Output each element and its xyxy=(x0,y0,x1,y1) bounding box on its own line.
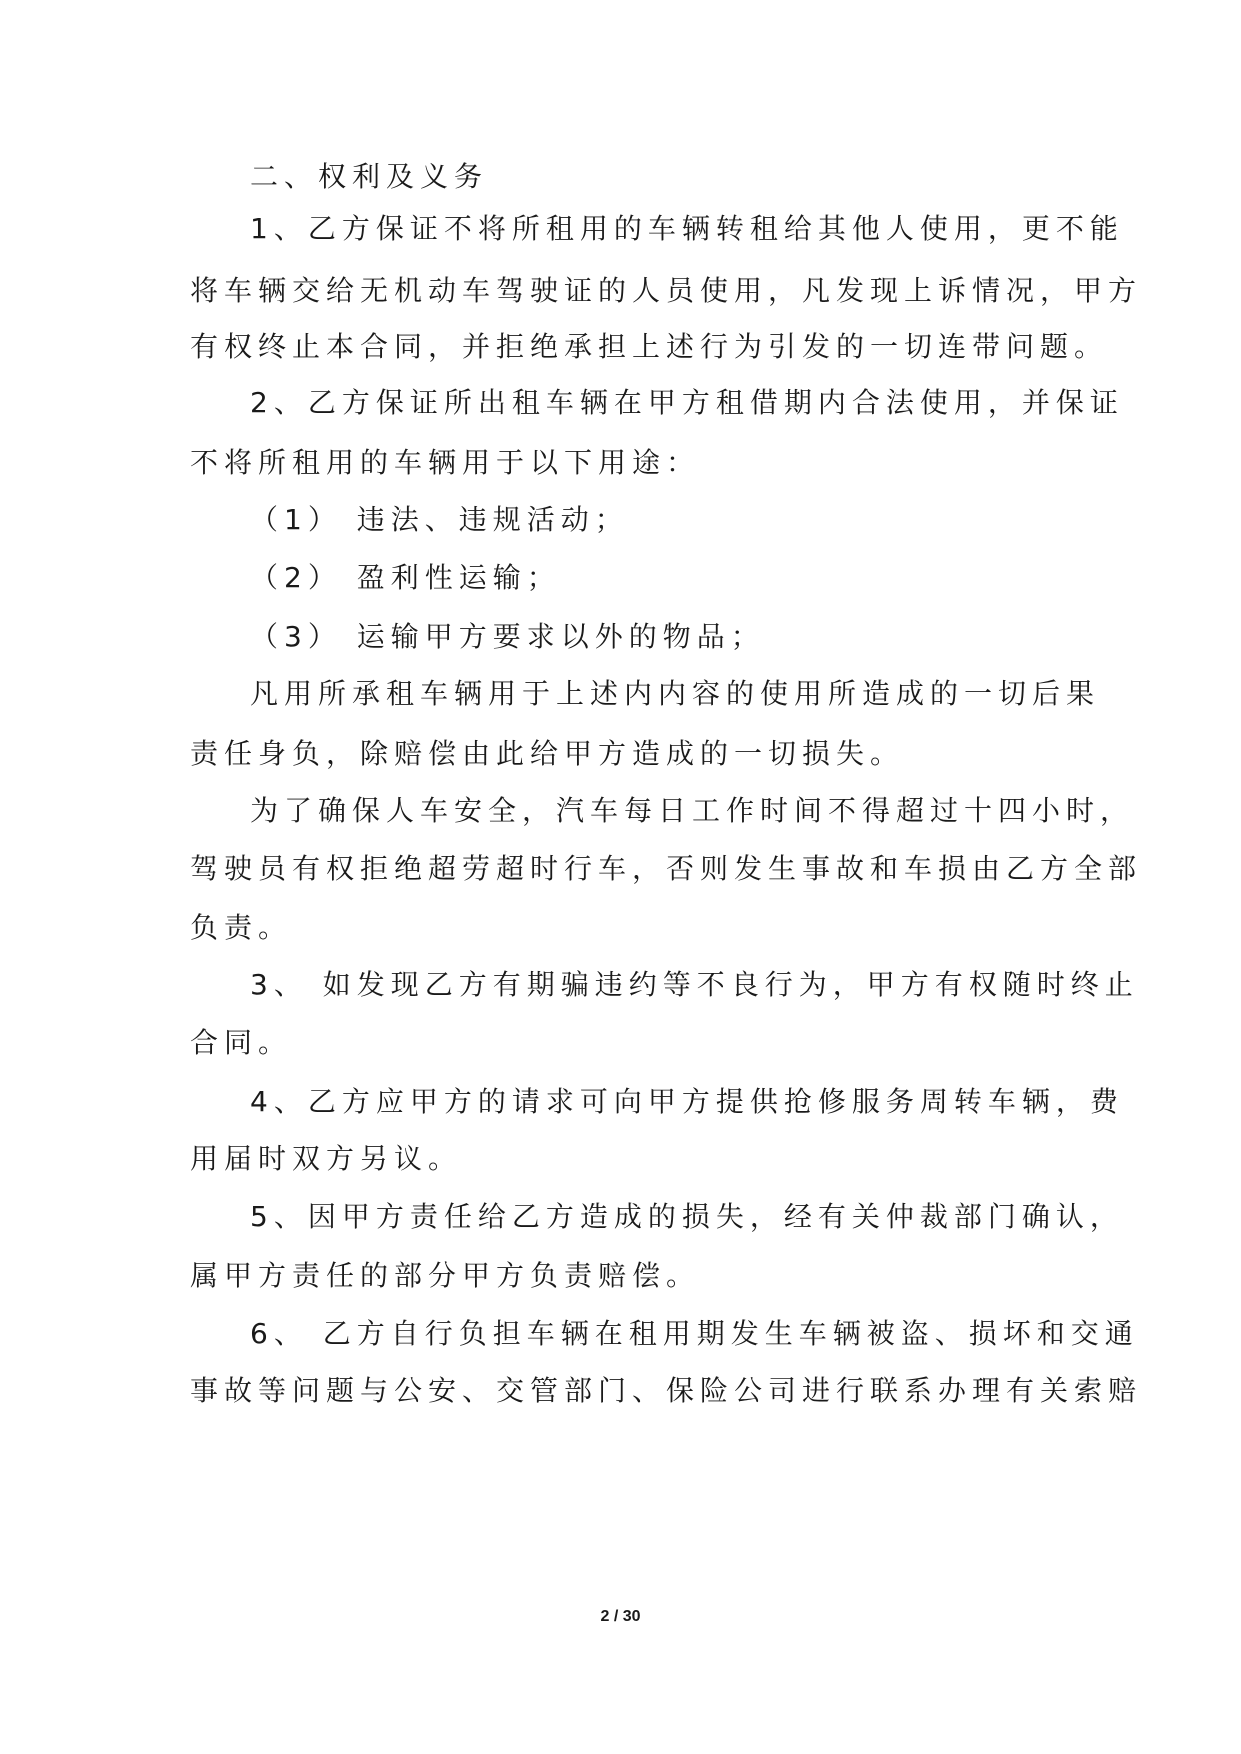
document-line: 1、乙方保证不将所租用的车辆转租给其他人使用，更不能 xyxy=(250,212,1124,245)
document-line: 用届时双方另议。 xyxy=(190,1142,463,1175)
document-line: 事故等问题与公安、交管部门、保险公司进行联系办理有关索赔 xyxy=(190,1374,1143,1407)
document-line: 不将所租用的车辆用于以下用途： xyxy=(190,446,701,479)
document-line: 3、 如发现乙方有期骗违约等不良行为，甲方有权随时终止 xyxy=(250,968,1139,1001)
document-line: 6、 乙方自行负担车辆在租用期发生车辆被盗、损坏和交通 xyxy=(250,1317,1139,1350)
document-line: （3） 运输甲方要求以外的物品； xyxy=(250,620,765,653)
document-line: 合同。 xyxy=(190,1026,293,1059)
document-line: 属甲方责任的部分甲方负责赔偿。 xyxy=(190,1259,701,1292)
document-line: 2、乙方保证所出租车辆在甲方租借期内合法使用，并保证 xyxy=(250,386,1124,419)
page-number: 2 / 30 xyxy=(600,1608,641,1625)
document-line: （2） 盈利性运输； xyxy=(250,561,561,594)
document-line: 为了确保人车安全，汽车每日工作时间不得超过十四小时， xyxy=(250,794,1135,827)
document-line: 有权终止本合同，并拒绝承担上述行为引发的一切连带问题。 xyxy=(190,330,1109,363)
document-line: 负责。 xyxy=(190,911,293,944)
document-line: 凡用所承租车辆用于上述内内容的使用所造成的一切后果 xyxy=(250,677,1101,710)
document-line: （1） 违法、违规活动； xyxy=(250,503,629,536)
document-line: 驾驶员有权拒绝超劳超时行车，否则发生事故和车损由乙方全部 xyxy=(190,852,1143,885)
document-line: 二、权利及义务 xyxy=(250,160,489,193)
document-line: 将车辆交给无机动车驾驶证的人员使用，凡发现上诉情况，甲方 xyxy=(190,274,1143,307)
document-line: 5、因甲方责任给乙方造成的损失，经有关仲裁部门确认， xyxy=(250,1200,1124,1233)
document-line: 4、乙方应甲方的请求可向甲方提供抢修服务周转车辆，费 xyxy=(250,1085,1124,1118)
document-line: 责任身负，除赔偿由此给甲方造成的一切损失。 xyxy=(190,737,905,770)
